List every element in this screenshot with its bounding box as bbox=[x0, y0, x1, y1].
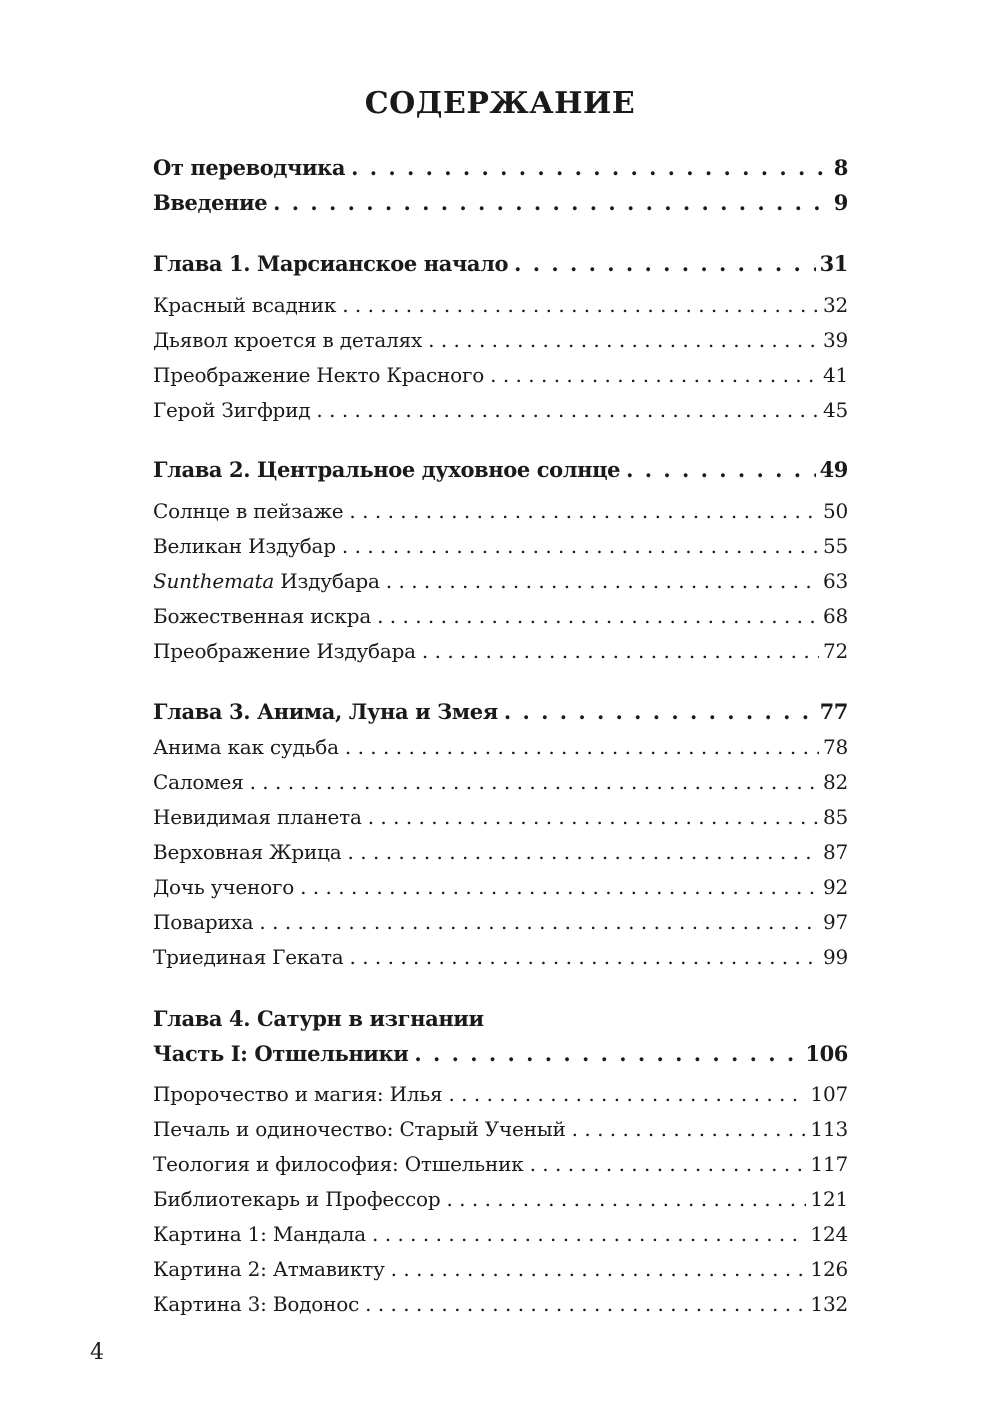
toc-entry-label: Дочь ученого bbox=[153, 875, 295, 899]
toc-entry-page: 72 bbox=[822, 639, 848, 663]
toc-entry-page: 97 bbox=[822, 910, 848, 934]
dot-leader bbox=[422, 639, 819, 663]
dot-leader bbox=[273, 190, 830, 215]
toc-entry-intro[interactable] bbox=[153, 190, 848, 215]
dot-leader bbox=[504, 699, 816, 724]
dot-leader bbox=[349, 945, 818, 969]
toc-chapter-4[interactable]: Глава 4. Сатурн в изгнании bbox=[153, 1006, 484, 1031]
toc-entry-page: 82 bbox=[822, 770, 848, 794]
toc-entry-page: 124 bbox=[810, 1222, 848, 1246]
toc-entry[interactable] bbox=[153, 1222, 848, 1246]
toc-entry-page: 107 bbox=[810, 1082, 848, 1106]
toc-entry-label: Часть I: Отшельники bbox=[153, 1041, 409, 1066]
toc-entry-page: 126 bbox=[810, 1257, 848, 1281]
dot-leader bbox=[259, 910, 819, 934]
toc-entry-label: Картина 3: Водонос bbox=[153, 1292, 360, 1316]
toc-entry-page: 45 bbox=[822, 398, 848, 422]
toc-entry[interactable] bbox=[153, 639, 848, 663]
toc-chapter-2[interactable] bbox=[153, 457, 848, 482]
page-title: СОДЕРЖАНИЕ bbox=[364, 86, 636, 121]
dot-leader bbox=[572, 1117, 807, 1141]
toc-entry-label: Солнце в пейзаже bbox=[153, 499, 344, 523]
toc-entry-label-italic: Sunthemata bbox=[153, 569, 275, 593]
toc-entry-label: Преображение Издубара bbox=[153, 639, 416, 663]
toc-entry-page: 31 bbox=[819, 251, 848, 276]
dot-leader bbox=[342, 293, 819, 317]
toc-chapter-1[interactable] bbox=[153, 251, 848, 276]
toc-entry[interactable] bbox=[153, 1117, 848, 1141]
toc-entry-page: 87 bbox=[822, 840, 848, 864]
dot-leader bbox=[626, 457, 815, 482]
toc-entry-label: Повариха bbox=[153, 910, 254, 934]
dot-leader bbox=[368, 805, 819, 829]
toc-entry-label: Красный всадник bbox=[153, 293, 337, 317]
toc-entry-label: Саломея bbox=[153, 770, 244, 794]
toc-entry-label: Верховная Жрица bbox=[153, 840, 342, 864]
toc-entry-translator[interactable] bbox=[153, 155, 848, 180]
toc-entry-page: 99 bbox=[822, 945, 848, 969]
toc-entry[interactable] bbox=[153, 1187, 848, 1211]
toc-entry-label: Божественная искра bbox=[153, 604, 372, 628]
toc-entry-label: Герой Зигфрид bbox=[153, 398, 311, 422]
toc-entry-label: Пророчество и магия: Илья bbox=[153, 1082, 443, 1106]
toc-entry-label: Преображение Некто Красного bbox=[153, 363, 485, 387]
toc-entry[interactable] bbox=[153, 875, 848, 899]
toc-entry-label-rest: Издубара bbox=[274, 569, 380, 593]
dot-leader bbox=[348, 840, 819, 864]
toc-entry-page: 78 bbox=[822, 735, 848, 759]
toc-entry-label: Глава 2. Центральное духовное солнце bbox=[153, 457, 621, 482]
dot-leader bbox=[414, 1041, 801, 1066]
toc-entry[interactable] bbox=[153, 569, 848, 593]
dot-leader bbox=[365, 1292, 806, 1316]
toc-entry[interactable] bbox=[153, 945, 848, 969]
toc-entry-label bbox=[153, 569, 386, 593]
toc-entry-label: Анима как судьба bbox=[153, 735, 339, 759]
toc-entry-label: Библиотекарь и Профессор bbox=[153, 1187, 441, 1211]
dot-leader bbox=[514, 251, 815, 276]
toc-entry-label: Печаль и одиночество: Старый Ученый bbox=[153, 1117, 566, 1141]
toc-entry-page: 49 bbox=[819, 457, 848, 482]
toc-chapter-3[interactable] bbox=[153, 699, 848, 724]
dot-leader bbox=[448, 1082, 806, 1106]
dot-leader bbox=[349, 499, 819, 523]
toc-entry[interactable] bbox=[153, 499, 848, 523]
dot-leader bbox=[428, 328, 819, 352]
toc-entry-page: 132 bbox=[810, 1292, 848, 1316]
dot-leader bbox=[345, 735, 819, 759]
toc-entry[interactable] bbox=[153, 604, 848, 628]
dot-leader bbox=[446, 1187, 806, 1211]
toc-entry-label: Введение bbox=[153, 190, 268, 215]
dot-leader bbox=[351, 155, 830, 180]
toc-entry-label: Теология и философия: Отшельник bbox=[153, 1152, 524, 1176]
toc-entry[interactable] bbox=[153, 840, 848, 864]
toc-entry-page: 121 bbox=[810, 1187, 848, 1211]
page-number: 4 bbox=[90, 1340, 104, 1365]
toc-entry[interactable] bbox=[153, 398, 848, 422]
dot-leader bbox=[342, 534, 819, 558]
toc-entry[interactable] bbox=[153, 1152, 848, 1176]
toc-entry-page: 41 bbox=[822, 363, 848, 387]
toc-entry-page: 50 bbox=[822, 499, 848, 523]
toc-entry-label: Великан Издубар bbox=[153, 534, 336, 558]
toc-entry-page: 117 bbox=[810, 1152, 848, 1176]
toc-entry[interactable] bbox=[153, 534, 848, 558]
toc-entry[interactable] bbox=[153, 910, 848, 934]
toc-entry-label: Глава 3. Анима, Луна и Змея bbox=[153, 699, 498, 724]
toc-entry[interactable] bbox=[153, 1082, 848, 1106]
toc-entry-page: 68 bbox=[822, 604, 848, 628]
dot-leader bbox=[316, 398, 819, 422]
toc-entry-page: 85 bbox=[822, 805, 848, 829]
toc-entry-page: 77 bbox=[819, 699, 848, 724]
dot-leader bbox=[490, 363, 819, 387]
toc-entry-page: 113 bbox=[810, 1117, 848, 1141]
dot-leader bbox=[300, 875, 819, 899]
dot-leader bbox=[377, 604, 819, 628]
toc-entry[interactable] bbox=[153, 1292, 848, 1316]
toc-chapter-4-part-1[interactable] bbox=[153, 1041, 848, 1066]
toc-entry[interactable] bbox=[153, 363, 848, 387]
toc-entry-page: 55 bbox=[822, 534, 848, 558]
toc-entry-page: 9 bbox=[833, 190, 848, 215]
dot-leader bbox=[250, 770, 819, 794]
toc-entry[interactable] bbox=[153, 1257, 848, 1281]
toc-entry-label: Дьявол кроется в деталях bbox=[153, 328, 423, 352]
toc-entry-label: Глава 1. Марсианское начало bbox=[153, 251, 509, 276]
dot-leader bbox=[372, 1222, 806, 1246]
toc-entry-label: Картина 2: Атмавикту bbox=[153, 1257, 385, 1281]
toc-entry[interactable] bbox=[153, 770, 848, 794]
toc-entry[interactable] bbox=[153, 328, 848, 352]
toc-entry[interactable] bbox=[153, 805, 848, 829]
dot-leader bbox=[391, 1257, 807, 1281]
toc-entry-label: Триединая Геката bbox=[153, 945, 344, 969]
dot-leader bbox=[386, 569, 819, 593]
toc-entry-page: 8 bbox=[833, 155, 848, 180]
toc-entry-page: 92 bbox=[822, 875, 848, 899]
toc-entry[interactable] bbox=[153, 293, 848, 317]
toc-entry-label: От переводчика bbox=[153, 155, 346, 180]
toc-entry-page: 63 bbox=[822, 569, 848, 593]
toc-entry[interactable] bbox=[153, 735, 848, 759]
toc-entry-page: 39 bbox=[822, 328, 848, 352]
toc-entry-label: Невидимая планета bbox=[153, 805, 362, 829]
dot-leader bbox=[530, 1152, 807, 1176]
toc-entry-page: 106 bbox=[805, 1041, 848, 1066]
toc-entry-page: 32 bbox=[822, 293, 848, 317]
toc-entry-label: Картина 1: Мандала bbox=[153, 1222, 367, 1246]
